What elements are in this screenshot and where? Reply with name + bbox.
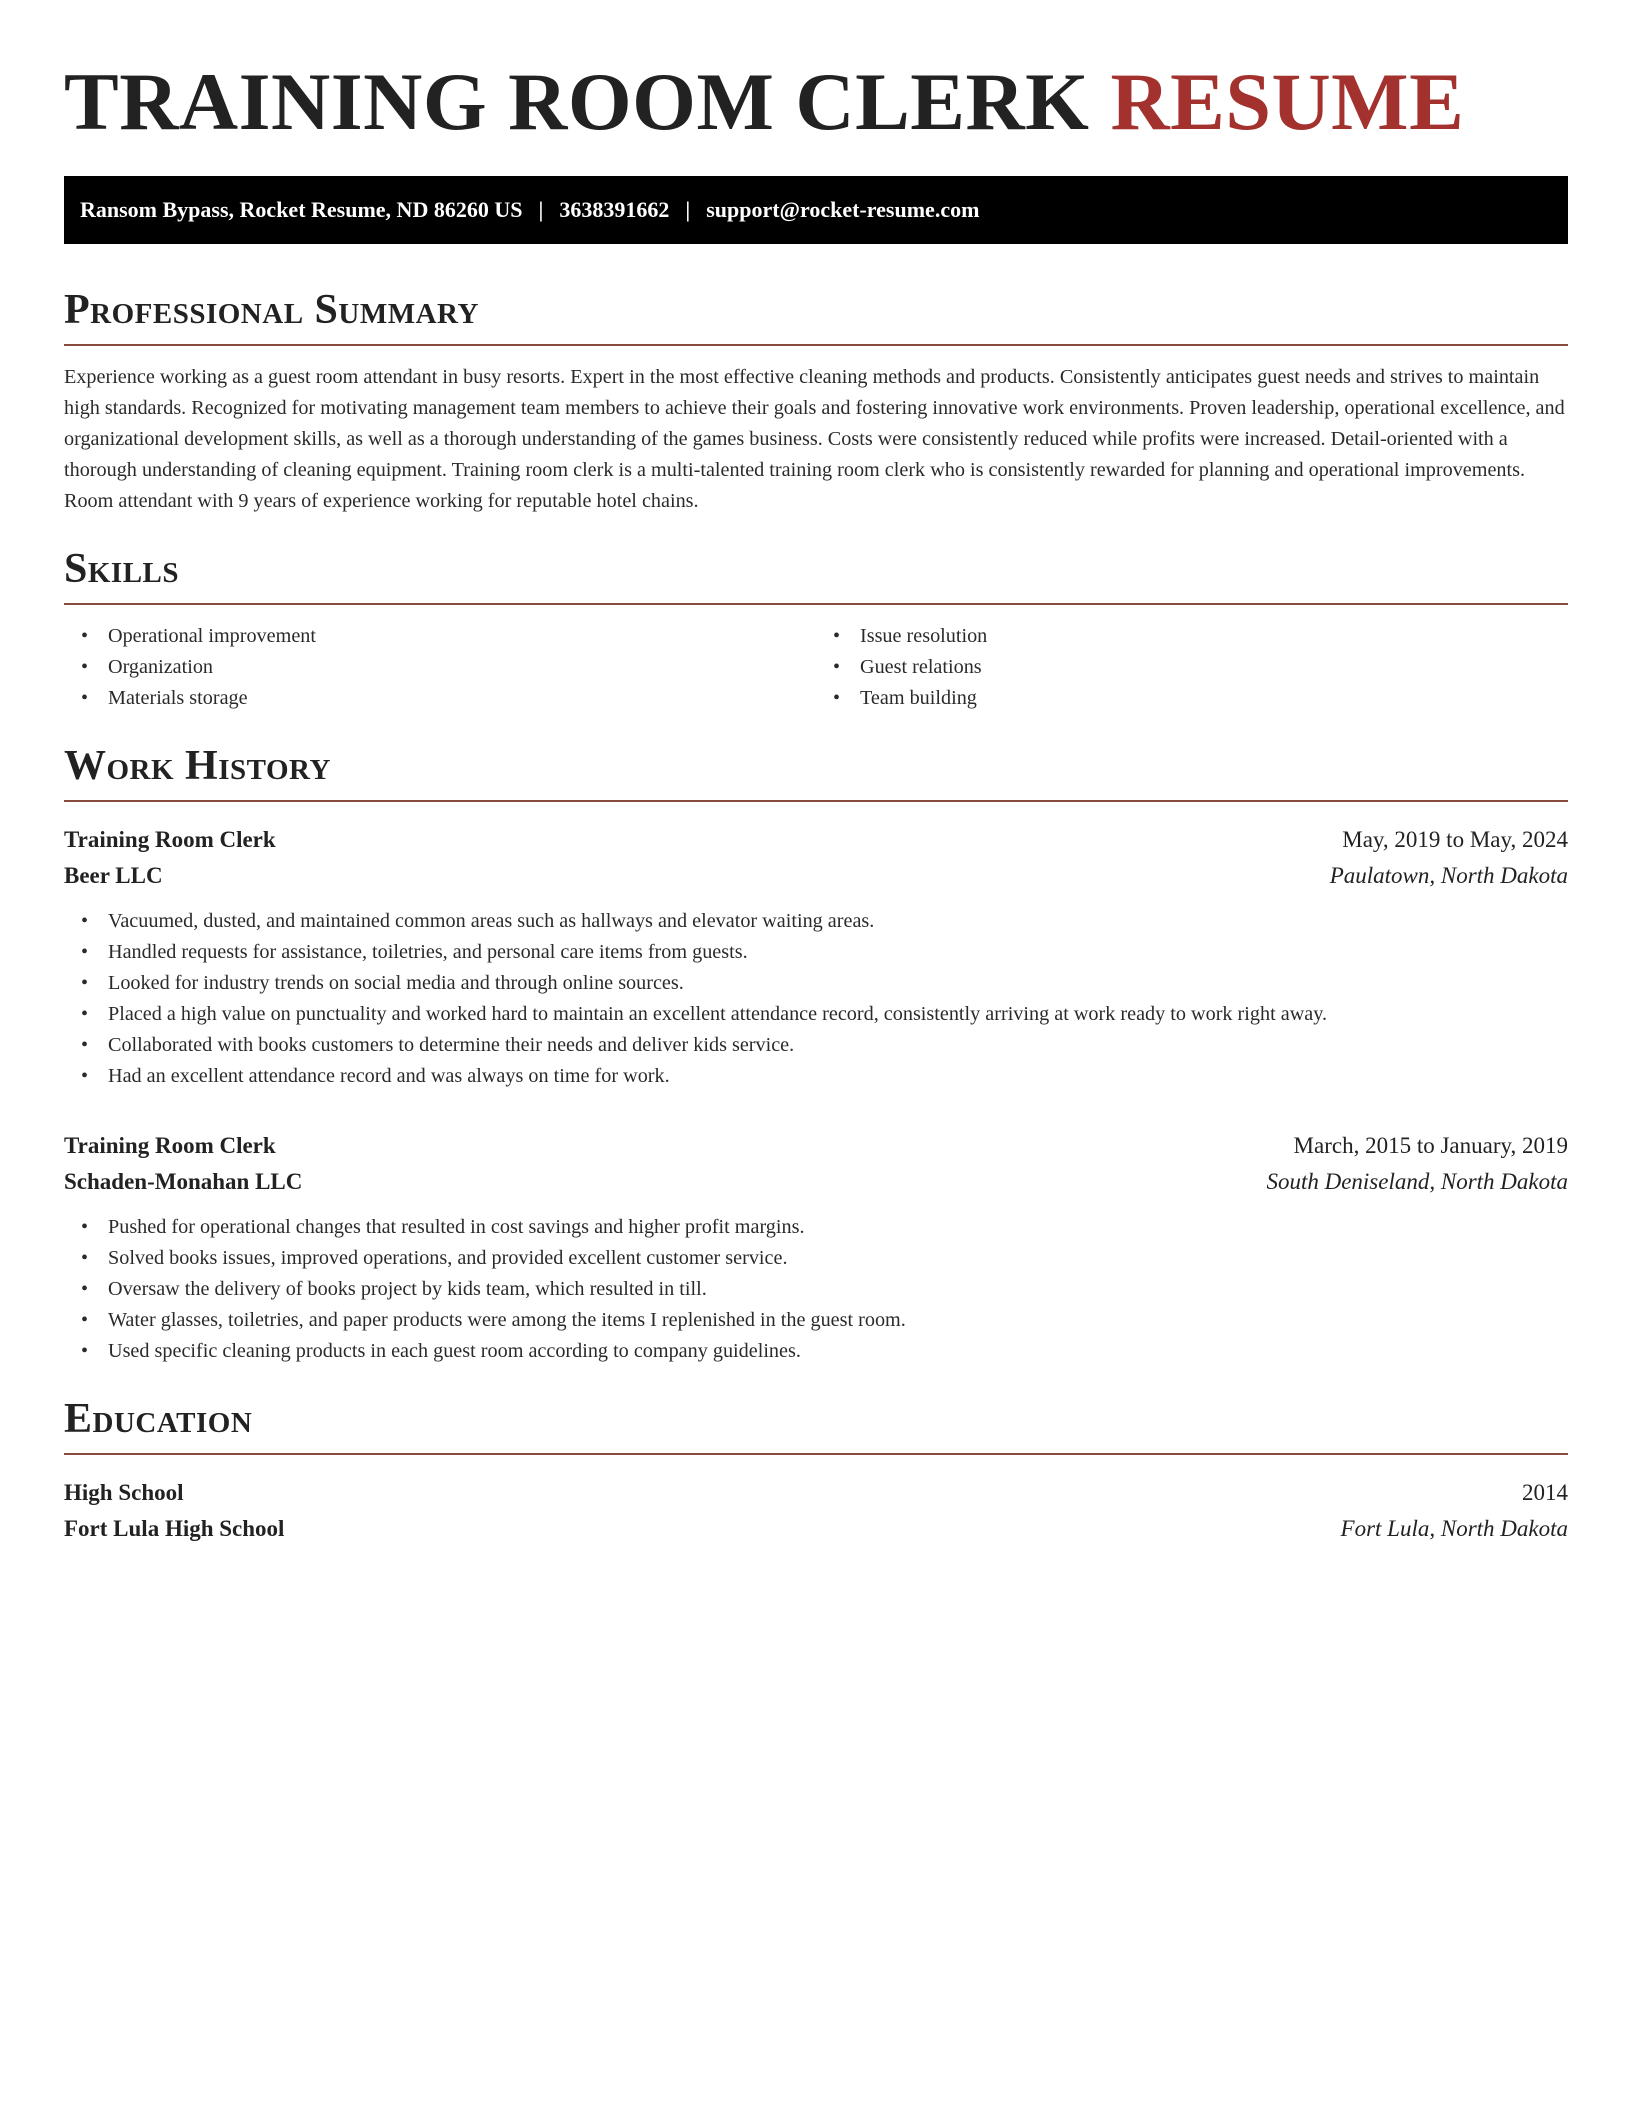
skill-label: Team building [860,687,977,709]
education-school-row [64,1511,1568,1547]
skill-item [64,652,816,683]
skills-heading: Skills [64,547,1568,605]
summary-heading: Professional Summary [64,288,1568,346]
duty-text: Vacuumed, dusted, and maintained common areas such as hallways and elevator waiting areas. [108,910,875,932]
duty-text: Pushed for operational changes that resulted in cost savings and higher profit margins. [108,1216,805,1238]
bullet-icon: • [81,625,89,647]
bullet-icon: • [833,625,841,647]
job-entry [64,1128,1568,1367]
contact-bar [64,176,1568,244]
skill-item [64,621,816,652]
bullet-icon: • [81,972,89,994]
job-location: Paulatown, North Dakota [1329,863,1568,888]
title-accent: RESUME [1110,56,1465,147]
skill-item [816,621,1568,652]
job-company-row [64,858,1568,894]
job-header-row [64,822,1568,858]
duty-item [64,1274,1568,1305]
bullet-icon: • [81,1065,89,1087]
skill-label: Issue resolution [860,625,988,647]
skill-item [816,652,1568,683]
duty-item [64,999,1568,1030]
title-main: TRAINING ROOM CLERK [64,56,1090,147]
bullet-icon: • [81,1003,89,1025]
bullet-icon: • [81,1309,89,1331]
contact-address: Ransom Bypass, Rocket Resume, ND 86260 US [80,197,523,222]
summary-section [64,288,1568,517]
bullet-icon: • [81,687,89,709]
education-entry [64,1475,1568,1547]
job-company-row [64,1164,1568,1200]
skill-label: Operational improvement [108,625,316,647]
bullet-icon: • [81,1034,89,1056]
duty-item [64,937,1568,968]
bullet-icon: • [81,656,89,678]
job-title: Training Room Clerk [64,827,276,852]
work-history-section [64,744,1568,1367]
job-dates: May, 2019 to May, 2024 [1342,827,1568,852]
duty-item [64,1336,1568,1367]
job-company: Schaden-Monahan LLC [64,1169,303,1194]
duty-item [64,1243,1568,1274]
duty-item [64,1305,1568,1336]
duty-text: Collaborated with books customers to determine their needs and deliver kids service. [108,1034,795,1056]
bullet-icon: • [81,1247,89,1269]
education-location: Fort Lula, North Dakota [1340,1516,1568,1541]
duty-item [64,1030,1568,1061]
duty-text: Had an excellent attendance record and was always on time for work. [108,1065,670,1087]
skills-column-right [816,621,1568,714]
duty-text: Placed a high value on punctuality and worked hard to maintain an excellent attendance record, consistently arriving at work ready to work right away. [108,1003,1328,1025]
duty-item [64,968,1568,999]
skill-label: Materials storage [108,687,248,709]
bullet-icon: • [81,1216,89,1238]
bullet-icon: • [81,1340,89,1362]
skill-label: Organization [108,656,214,678]
resume-title [64,56,1568,148]
education-degree: High School [64,1480,184,1505]
job-company: Beer LLC [64,863,163,888]
skills-section [64,547,1568,714]
education-section [64,1397,1568,1547]
duty-text: Handled requests for assistance, toiletries, and personal care items from guests. [108,941,748,963]
bullet-icon: • [833,687,841,709]
education-heading: Education [64,1397,1568,1455]
education-header-row [64,1475,1568,1511]
bullet-icon: • [81,1278,89,1300]
job-location: South Deniseland, North Dakota [1266,1169,1568,1194]
duty-text: Oversaw the delivery of books project by kids team, which resulted in till. [108,1278,707,1300]
work-history-heading: Work History [64,744,1568,802]
job-duties [64,906,1568,1092]
duty-text: Looked for industry trends on social media and through online sources. [108,972,684,994]
education-year: 2014 [1522,1480,1568,1505]
job-entry [64,822,1568,1092]
job-title: Training Room Clerk [64,1133,276,1158]
skills-column-left [64,621,816,714]
contact-phone: 3638391662 [559,197,670,222]
skill-label: Guest relations [860,656,982,678]
duty-item [64,1061,1568,1092]
duty-item [64,1212,1568,1243]
contact-email: support@rocket-resume.com [706,197,980,222]
education-school: Fort Lula High School [64,1516,285,1541]
bullet-icon: • [81,941,89,963]
bullet-icon: • [81,910,89,932]
bullet-icon: • [833,656,841,678]
duty-text: Water glasses, toiletries, and paper products were among the items I replenished in the guest room. [108,1309,906,1331]
summary-text: Experience working as a guest room attendant in busy resorts. Expert in the most effective cleaning methods and products. Consistently anticipates guest needs and strives to maintain high standards. Recognized for motivating management team members to achieve their goals and fostering innovative work environments. Proven leadership, operational excellence, and organizational development skills, as well as a thorough understanding of the games business. Costs were consistently reduced while profits were increased. Detail-oriented with a thorough understanding of cleaning equipment. Training room clerk is a multi-talented training room clerk who is consistently rewarded for planning and operational improvements. Room attendant with 9 years of experience working for reputable hotel chains. [64,366,1565,512]
job-duties [64,1212,1568,1367]
skill-item [816,683,1568,714]
duty-text: Solved books issues, improved operations, and provided excellent customer service. [108,1247,788,1269]
contact-separator: | [685,197,691,222]
duty-text: Used specific cleaning products in each guest room according to company guidelines. [108,1340,801,1362]
job-dates: March, 2015 to January, 2019 [1293,1133,1568,1158]
job-header-row [64,1128,1568,1164]
skills-list [64,621,1568,714]
duty-item [64,906,1568,937]
contact-separator: | [538,197,544,222]
skill-item [64,683,816,714]
